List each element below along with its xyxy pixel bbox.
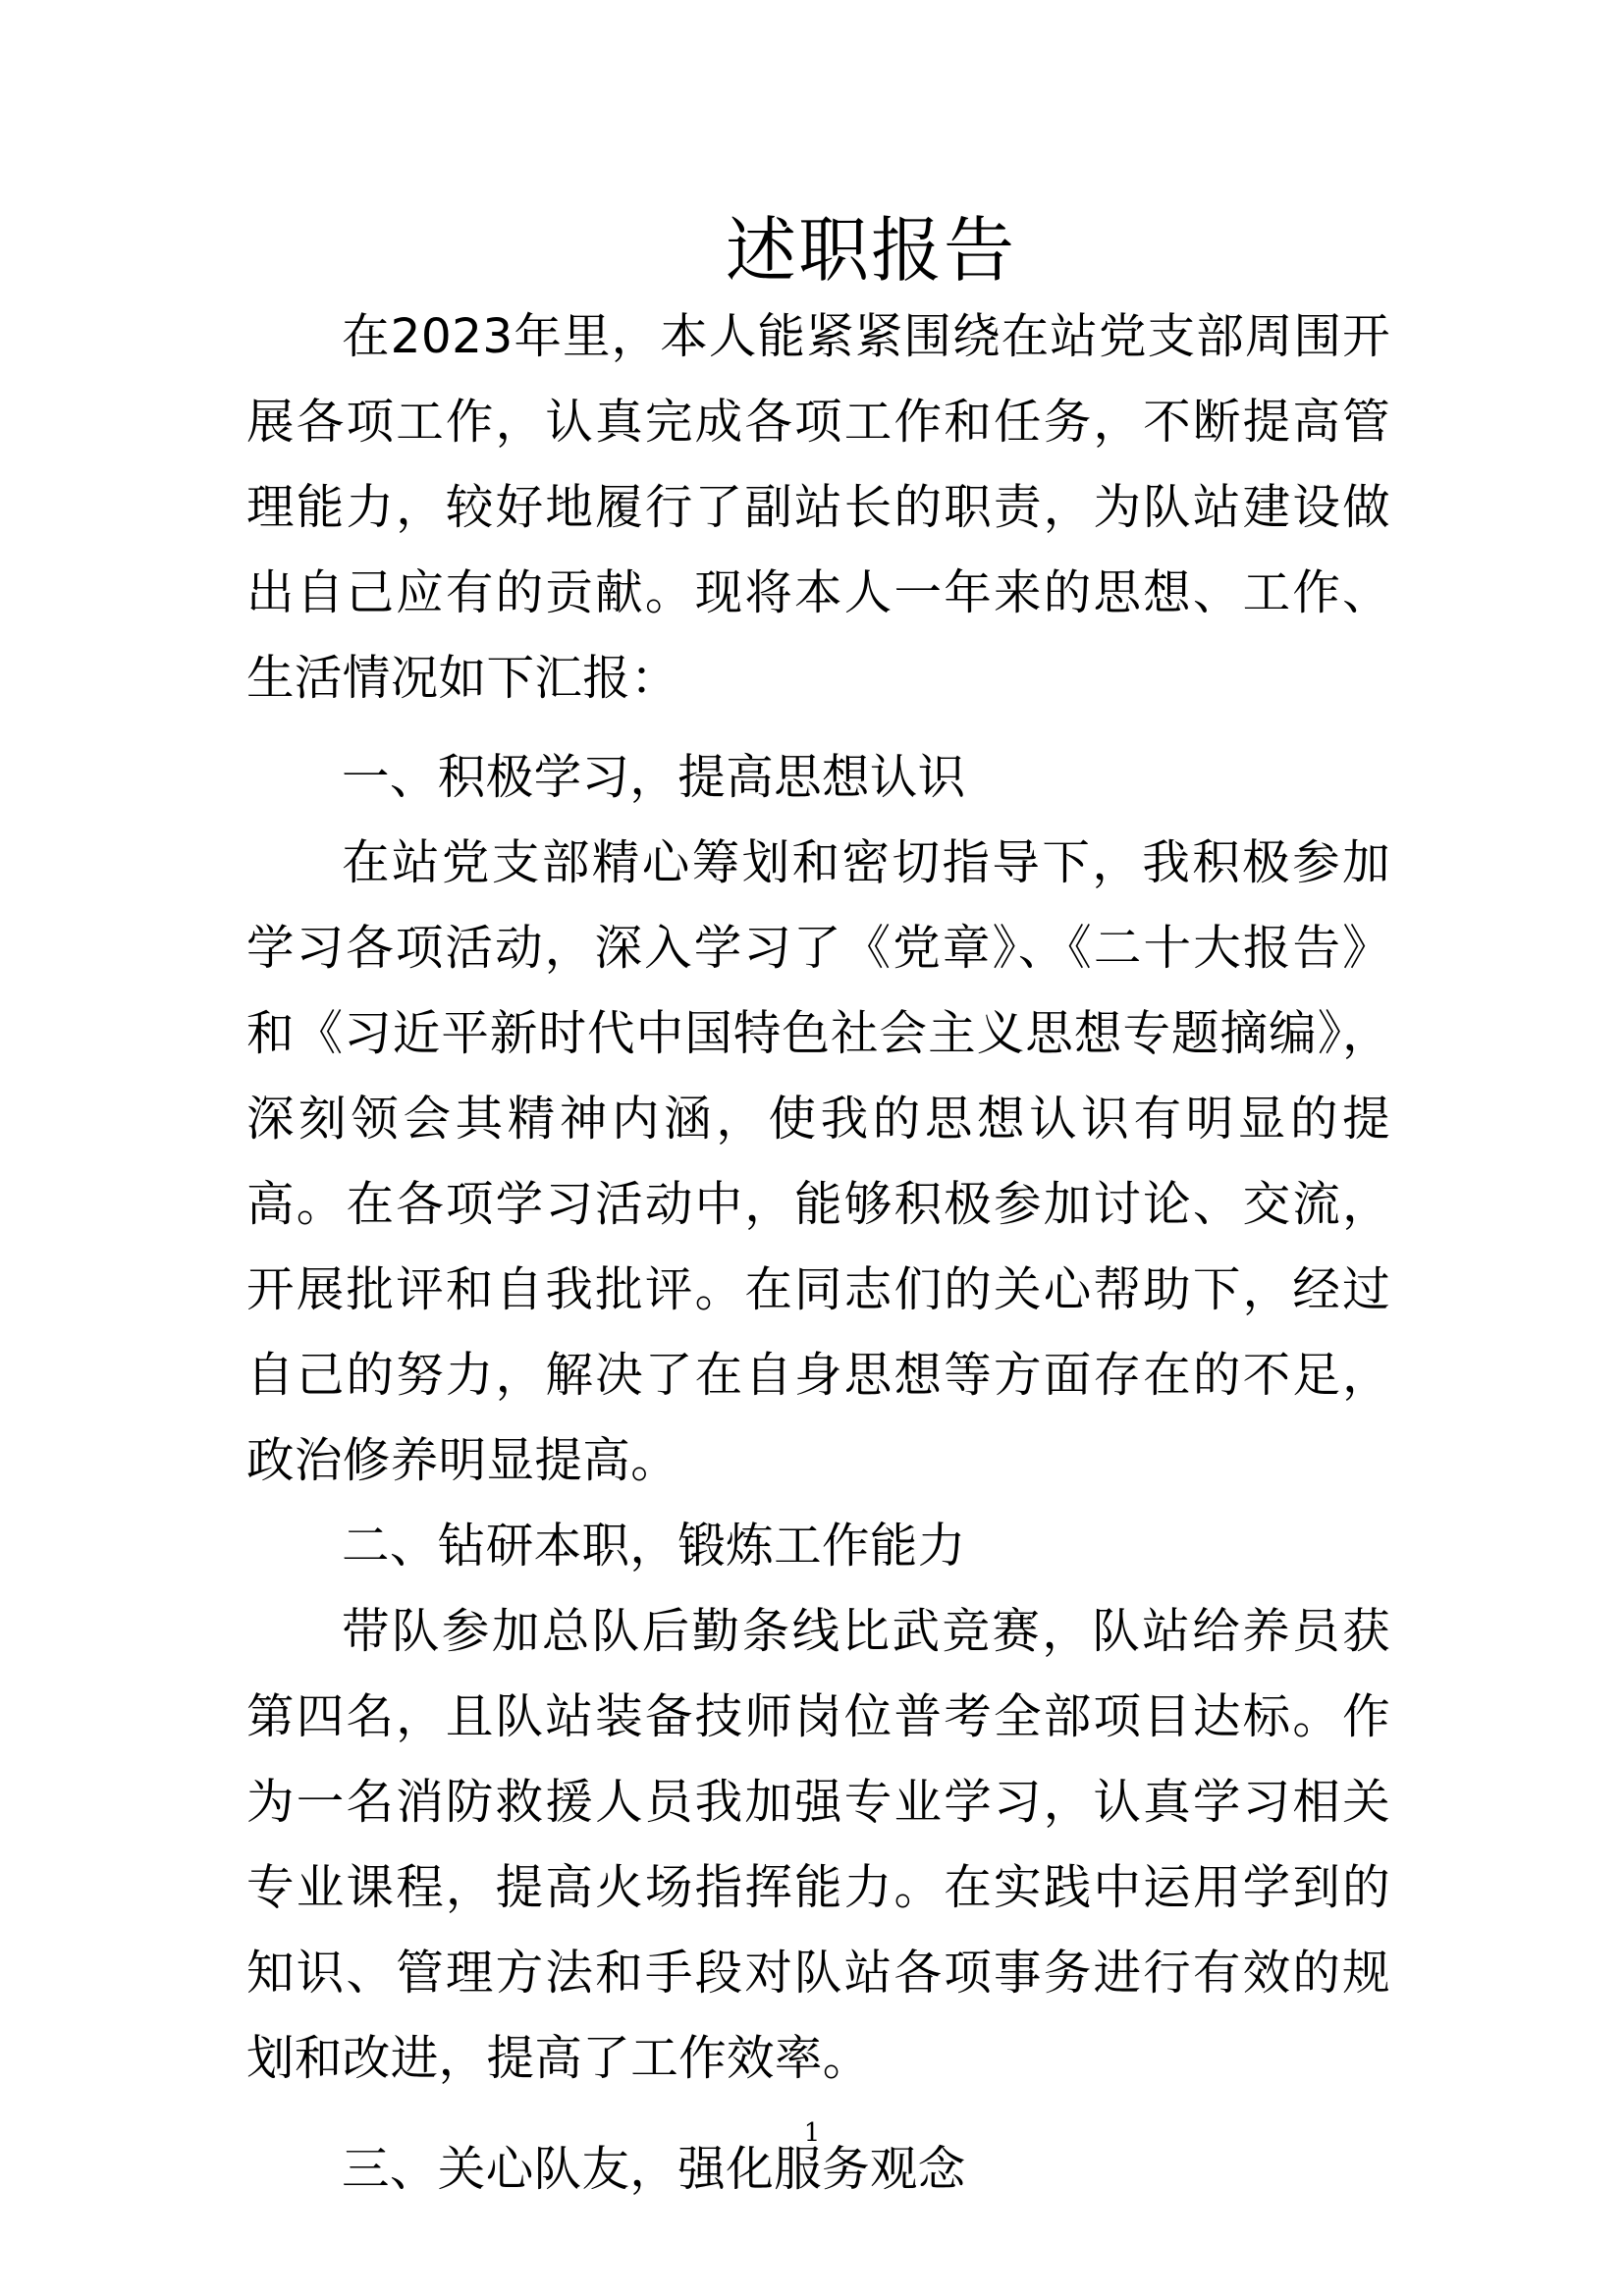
intro-paragraph: 在2023年里，本人能紧紧围绕在站党支部周围开展各项工作，认真完成各项工作和任务，不断提高管理能力，较好地履行了副站长的职责，为队站建设做出自己应有的贡献。现将本人一年来的思想、工作、生活情况如下汇报： [246, 309, 1390, 706]
section-paragraph-1: 在站党支部精心筹划和密切指导下，我积极参加学习各项活动，深入学习了《党章》、《二十大报告》和《习近平新时代中国特色社会主义思想专题摘编》，深刻领会其精神内涵，使我的思想认识有明显的提高。在各项学习活动中，能够积极参加讨论、交流，开展批评和自我批评。在同志们的关心帮助下，经过自己的努力，解决了在自身思想等方面存在的不足，政治修养明显提高。 [246, 835, 1390, 1488]
document-body [246, 294, 1390, 2213]
section-heading-3: 三、关心队友，强化服务观念 [342, 2142, 966, 2197]
section-heading-1: 一、积极学习，提高思想认识 [342, 750, 966, 805]
document-title: 述职报告 [725, 209, 1016, 292]
page-number: 1 [803, 2118, 821, 2148]
section-paragraph-2: 带队参加总队后勤条线比武竞赛，队站给养员获第四名，且队站装备技师岗位普考全部项目达标。作为一名消防救援人员我加强专业学习，认真学习相关专业课程，提高火场指挥能力。在实践中运用学到的知识、管理方法和手段对队站各项事务进行有效的规划和改进，提高了工作效率。 [246, 1604, 1390, 2086]
section-heading-2: 二、钻研本职，锻炼工作能力 [342, 1519, 966, 1574]
